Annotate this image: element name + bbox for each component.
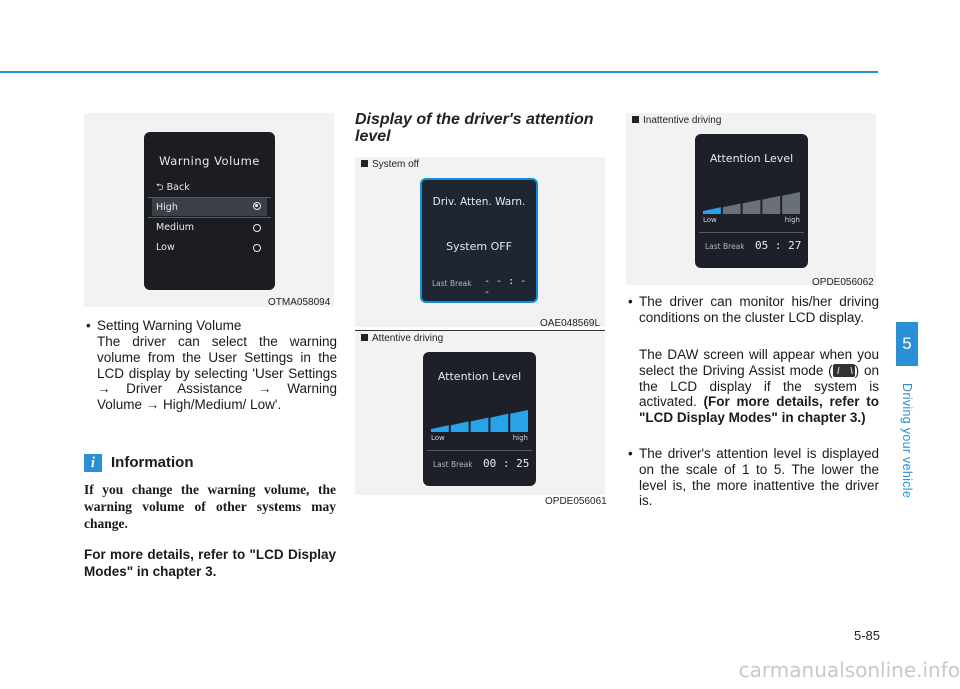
driving-assist-mode-icon (833, 364, 855, 377)
low-label: Low (431, 434, 445, 442)
level-segment (431, 425, 449, 432)
level-segment (782, 192, 800, 214)
caption-system-off: System off (372, 159, 420, 170)
daw-paragraph: The DAW screen will appear when you select the Driving Assist mode ( ) on the LCD display if the system is activated. (For more details, refer to "LCD Display Modes" in chapter 3.) (639, 347, 880, 426)
bullet-monitor: • The driver can monitor his/her driving conditions on the cluster LCD display. (639, 294, 879, 326)
level-segment (490, 414, 508, 432)
info-icon: i (84, 454, 102, 472)
figure-code: OTMA058094 (268, 297, 331, 308)
bullet-attention-scale: • The driver's attention level is displayed on the scale of 1 to 5. The lower the level is, the more inattentive the driver is. (639, 446, 879, 509)
header-rule (0, 71, 878, 73)
figure-code: OAE048569L (540, 318, 601, 329)
last-break-value: 05 : 27 (755, 239, 802, 252)
watermark: carmanualsonline.info (738, 658, 960, 682)
screen-title: Driv. Atten. Warn. (432, 196, 526, 208)
low-label: Low (703, 216, 717, 224)
caption-square-icon (361, 334, 368, 341)
last-break-label: Last Break (432, 279, 472, 288)
info-body: If you change the warning volume, the warning volume of other systems may change. (84, 482, 336, 531)
caption-square-icon (361, 160, 368, 167)
screen-title: Attention Level (709, 152, 794, 165)
section-heading: Display of the driver's attention level (355, 111, 594, 145)
last-break-value: - - : - - (484, 276, 527, 298)
caption-attentive: Attentive driving (372, 333, 444, 344)
last-break-value: 00 : 25 (483, 457, 530, 470)
option-low: Low (152, 238, 267, 256)
system-status: System OFF (446, 240, 512, 253)
inattentive-screen (695, 134, 808, 268)
info-title: Information (111, 454, 194, 471)
chapter-tab: 5 (896, 322, 918, 366)
figure-attentive (355, 331, 605, 495)
level-segment (451, 421, 469, 432)
setting-paragraph: The driver can select the warning volume from the User Settings in the LCD display by selecting 'User Settings → Driver Assistance → Warning Volume → High/Medium/ Low'. (97, 334, 337, 413)
page-number: 5-85 (853, 628, 880, 643)
level-segment (762, 196, 780, 214)
radio-selected-icon (253, 202, 261, 210)
chapter-title: Driving your vehicle (900, 383, 914, 499)
system-off-screen (420, 178, 538, 303)
last-break-label: Last Break (705, 242, 745, 251)
caption-square-icon (632, 116, 639, 123)
screen-title: Warning Volume (159, 154, 260, 168)
attention-level-bar (431, 410, 528, 432)
last-break-label: Last Break (433, 460, 473, 469)
high-label: high (784, 216, 800, 224)
figure-warning-volume (84, 113, 334, 307)
info-more: For more details, refer to "LCD Display Modes" in chapter 3. (84, 547, 336, 579)
figure-system-off (355, 157, 605, 327)
radio-icon (253, 224, 261, 232)
screen-title: Attention Level (437, 370, 522, 383)
figure-code: OPDE056062 (812, 277, 874, 288)
back-option: ⮌ Back (156, 182, 190, 193)
figure-code: OPDE056061 (545, 496, 607, 507)
option-medium: Medium (152, 218, 267, 236)
high-label: high (512, 434, 528, 442)
level-segment (510, 410, 528, 432)
level-segment (471, 418, 489, 432)
radio-icon (253, 244, 261, 252)
figure-inattentive (626, 113, 876, 285)
level-segment (703, 207, 721, 214)
level-segment (723, 203, 741, 214)
attentive-screen (423, 352, 536, 486)
bullet-setting-warning-volume: • Setting Warning Volume (97, 318, 337, 334)
caption-inattentive: Inattentive driving (643, 115, 722, 126)
level-segment (743, 200, 761, 214)
attention-level-bar (703, 192, 800, 214)
warning-volume-screen (144, 132, 275, 290)
option-high: High (152, 198, 267, 216)
